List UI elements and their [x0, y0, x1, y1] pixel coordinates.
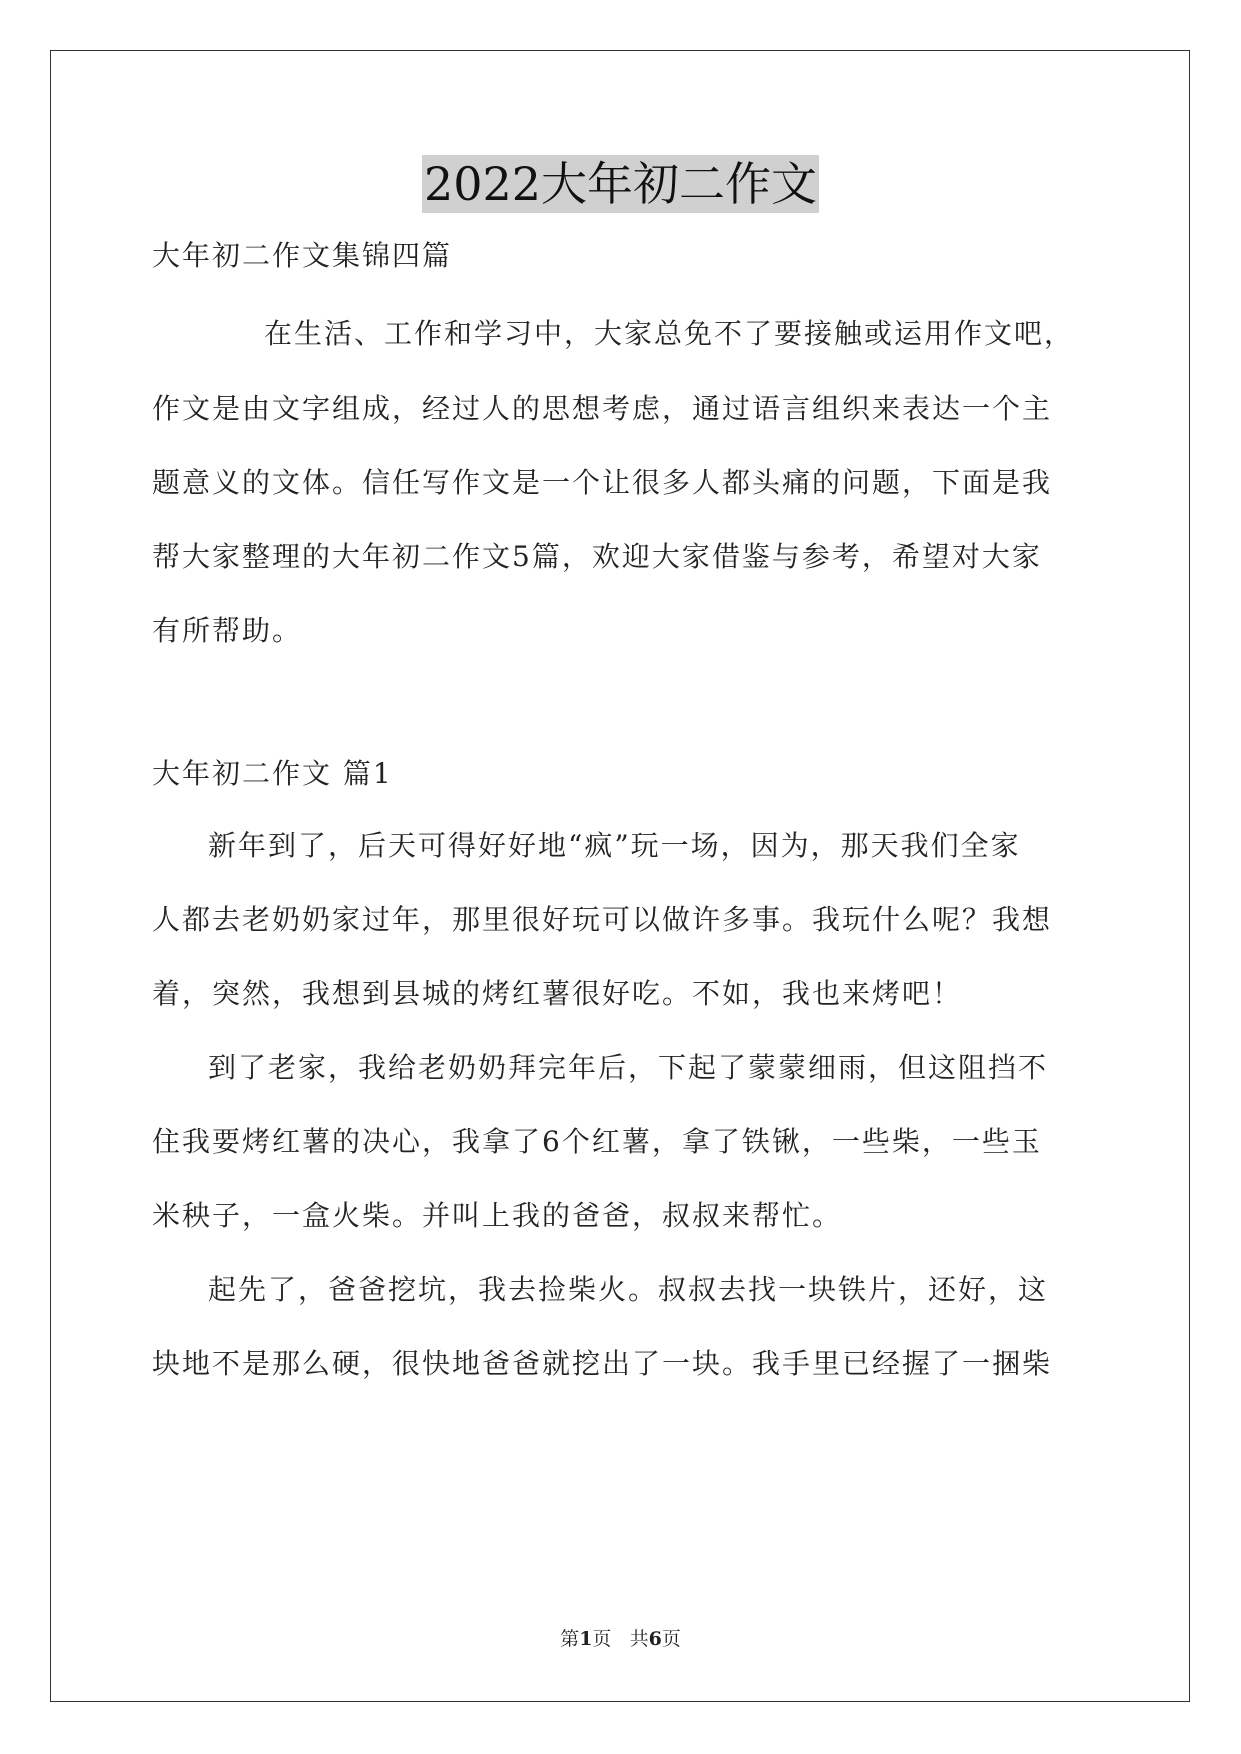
document-subtitle: 大年初二作文集锦四篇: [152, 239, 453, 272]
body-line-5: 住我要烤红薯的决心，我拿了6个红薯，拿了铁锹，一些柴，一些玉: [152, 1125, 1042, 1158]
body-line-7: 起先了，爸爸挖坑，我去捡柴火。叔叔去找一块铁片，还好，这: [208, 1273, 1049, 1306]
body-line-4: 到了老家，我给老奶奶拜完年后，下起了蒙蒙细雨，但这阻挡不: [208, 1051, 1049, 1084]
body-line-3: 着，突然，我想到县城的烤红薯很好吃。不如，我也来烤吧！: [152, 977, 963, 1010]
section-heading: 大年初二作文 篇1: [152, 757, 393, 790]
intro-line-2: 作文是由文字组成，经过人的思想考虑，通过语言组织来表达一个主: [152, 392, 1053, 425]
title-wrap: [0, 155, 1241, 213]
body-line-6: 米秧子，一盒火柴。并叫上我的爸爸，叔叔来帮忙。: [152, 1199, 843, 1232]
body-line-1: 新年到了，后天可得好好地“疯”玩一场，因为，那天我们全家: [208, 829, 1021, 862]
intro-line-5: 有所帮助。: [152, 614, 303, 647]
footer-total-prefix: 共: [629, 1628, 649, 1650]
page-border: [50, 50, 1190, 1702]
footer-page-prefix: 第: [560, 1628, 580, 1650]
footer-total-suffix: 页: [661, 1628, 681, 1650]
intro-line-3: 题意义的文体。信任写作文是一个让很多人都头痛的问题，下面是我: [152, 466, 1053, 499]
page-footer: [0, 1627, 1241, 1651]
footer-page-suffix: 页: [592, 1628, 612, 1650]
footer-page-number: 1: [579, 1628, 593, 1650]
body-line-2: 人都去老奶奶家过年，那里很好玩可以做许多事。我玩什么呢？我想: [152, 903, 1053, 936]
intro-line-1: 在生活、工作和学习中，大家总免不了要接触或运用作文吧，: [264, 317, 1075, 350]
intro-line-4: 帮大家整理的大年初二作文5篇，欢迎大家借鉴与参考，希望对大家: [152, 540, 1042, 573]
footer-total-number: 6: [648, 1628, 662, 1650]
document-title: 2022大年初二作文: [423, 157, 818, 211]
body-line-8: 块地不是那么硬，很快地爸爸就挖出了一块。我手里已经握了一捆柴: [152, 1347, 1053, 1380]
